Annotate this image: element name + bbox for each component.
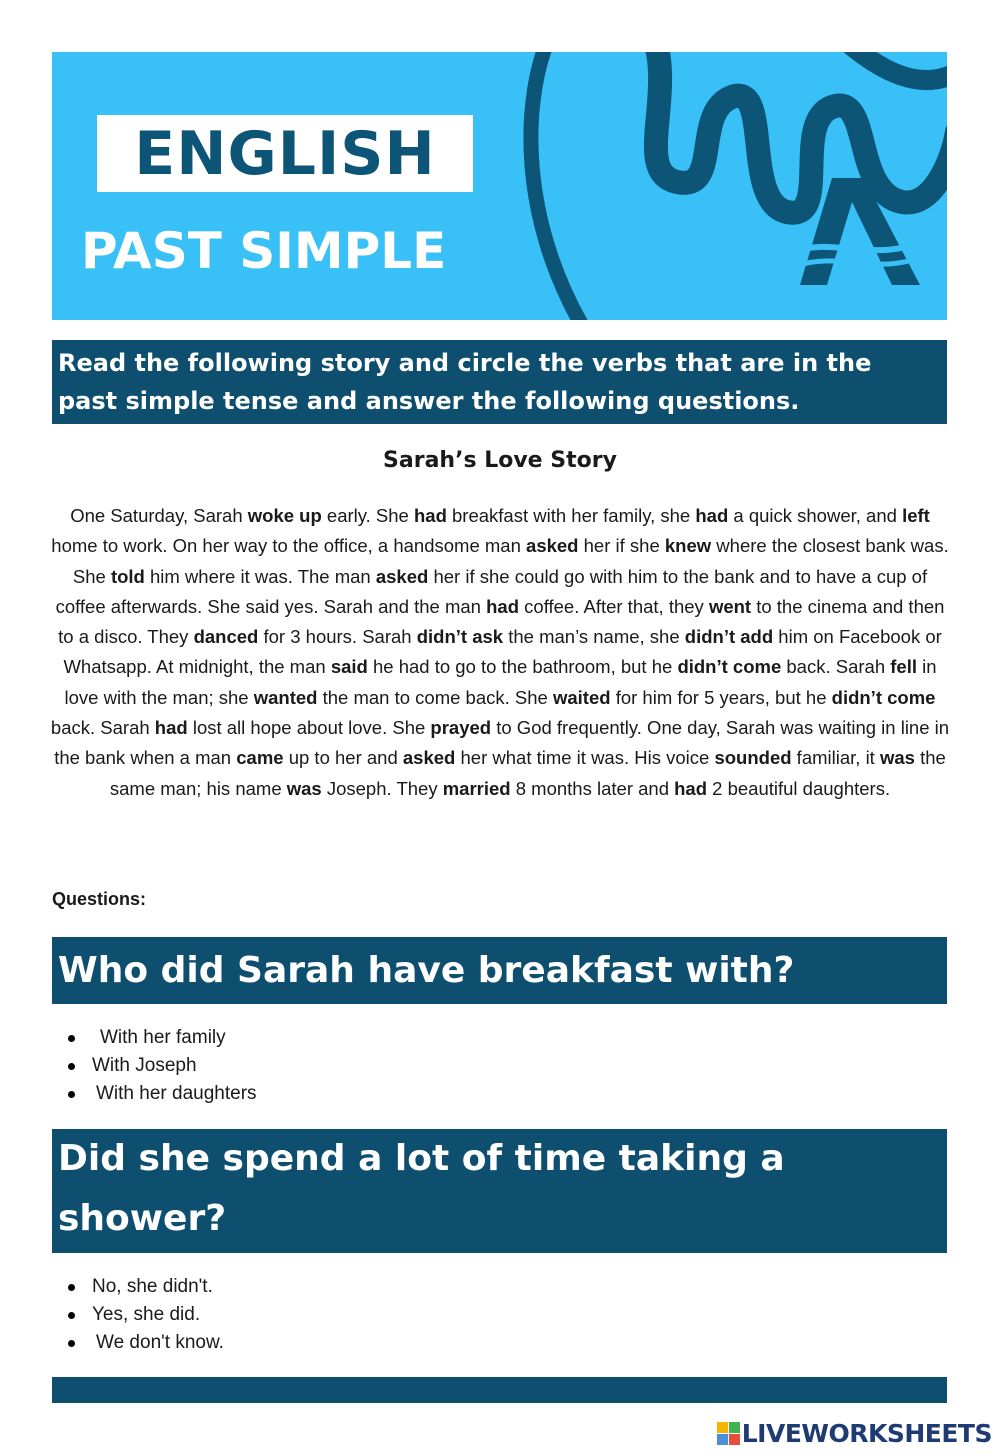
story-verb[interactable]: came (236, 747, 284, 769)
story-verb[interactable]: married (442, 777, 511, 799)
question-1-options (52, 1024, 257, 1108)
story-segment: Joseph. They (321, 777, 443, 799)
story-verb[interactable]: was (286, 777, 322, 799)
option-1-3[interactable]: With her daughters (52, 1080, 257, 1108)
story-verb[interactable]: had (674, 777, 708, 799)
story-segment: back. Sarah (50, 717, 155, 739)
option-2-3[interactable]: We don't know. (52, 1329, 224, 1357)
story-segment: coffee. After that, they (519, 595, 709, 617)
story-segment: him where it was. The man (144, 565, 376, 587)
subject-box (97, 115, 473, 192)
story-verb[interactable]: had (695, 505, 729, 526)
story-segment: to God frequently. One day, Sarah was waiting in line in the bank when a man (54, 717, 950, 769)
story-verb[interactable]: asked (526, 535, 579, 557)
question-3-bar (52, 1377, 947, 1403)
instructions-text: Read the following story and circle the verbs that are in the past simple tense and answer the following questions. (58, 349, 872, 415)
story-verb[interactable]: was (879, 747, 915, 769)
story-verb[interactable]: said (330, 656, 368, 678)
story-segment: One Saturday, Sarah (70, 505, 248, 526)
story-verb[interactable]: didn’t come (677, 656, 782, 678)
story-verb[interactable]: woke up (247, 505, 322, 526)
story-segment: her what time it was. His voice (455, 747, 715, 769)
story-segment: for 3 hours. Sarah (258, 626, 417, 648)
footer-brand[interactable] (717, 1419, 992, 1448)
question-1: Who did Sarah have breakfast with? (52, 937, 947, 1004)
story-segment: him on Facebook or Whatsapp. At midnight, the man (63, 626, 942, 678)
story-verb[interactable]: had (486, 595, 520, 617)
story-text (48, 501, 952, 804)
story-segment: breakfast with her family, she (446, 505, 696, 526)
option-1-2[interactable]: With Joseph (52, 1052, 257, 1080)
story-segment: home to work. On her way to the office, a handsome man (51, 535, 527, 557)
story-verb[interactable]: didn’t come (831, 686, 936, 708)
option-2-1[interactable]: No, she didn't. (52, 1273, 224, 1301)
questions-label: Questions: (52, 889, 147, 909)
story-segment: the same man; his name (109, 747, 946, 799)
story-segment: up to her and (283, 747, 403, 769)
story-segment: 8 months later and (510, 777, 675, 799)
story-segment: the man’s name, she (503, 626, 685, 648)
header-banner (52, 52, 947, 320)
option-1-1[interactable]: With her family (52, 1024, 257, 1052)
story-segment: her if she (578, 535, 665, 557)
story-verb[interactable]: had (413, 505, 447, 526)
liveworksheets-logo-icon (717, 1422, 740, 1445)
story-segment: where the closest bank was. She (72, 535, 949, 587)
story-verb[interactable]: waited (552, 686, 611, 708)
story-verb[interactable]: told (110, 565, 145, 587)
story-verb[interactable]: wanted (253, 686, 318, 708)
story-verb[interactable]: asked (402, 747, 456, 769)
story-segment: 2 beautiful daughters. (707, 777, 891, 799)
subject-title: ENGLISH (134, 118, 436, 189)
story-segment: early. She (321, 505, 414, 526)
brand-name: LIVEWORKSHEETS (741, 1419, 992, 1448)
story-verb[interactable]: didn’t ask (416, 626, 504, 648)
story-verb[interactable]: sounded (714, 747, 792, 769)
question-2: Did she spend a lot of time taking a shower? (52, 1129, 947, 1253)
story-verb[interactable]: went (708, 595, 752, 617)
option-2-2[interactable]: Yes, she did. (52, 1301, 224, 1329)
story-segment: for him for 5 years, but he (610, 686, 832, 708)
story-segment: her if she could go with him to the bank and to have a cup of coffee afterwards. She said yes. Sarah and the man (55, 565, 928, 617)
story-segment: in love with the man; she (64, 656, 937, 708)
topic-title: PAST SIMPLE (81, 222, 447, 280)
story-segment: the man to come back. She (317, 686, 553, 708)
instructions-bar (52, 340, 947, 424)
story-segment: he had to go to the bathroom, but he (367, 656, 678, 678)
story-segment: to the cinema and then to a disco. They (58, 595, 945, 648)
story-title: Sarah’s Love Story (383, 448, 617, 473)
story-segment: lost all hope about love. She (187, 717, 431, 739)
story-verb[interactable]: fell (890, 656, 917, 678)
story-verb[interactable]: danced (193, 626, 259, 648)
story-verb[interactable]: knew (664, 535, 712, 557)
story-segment: back. Sarah (781, 656, 891, 678)
story-verb[interactable]: didn’t add (684, 626, 774, 648)
story-verb[interactable]: left (902, 505, 930, 526)
story-segment: a quick shower, and (728, 505, 903, 526)
story-segment: familiar, it (791, 747, 880, 769)
question-2-options (52, 1273, 224, 1357)
story-verb[interactable]: prayed (430, 717, 492, 739)
story-verb[interactable]: asked (375, 565, 429, 587)
story-verb[interactable]: had (154, 717, 188, 739)
